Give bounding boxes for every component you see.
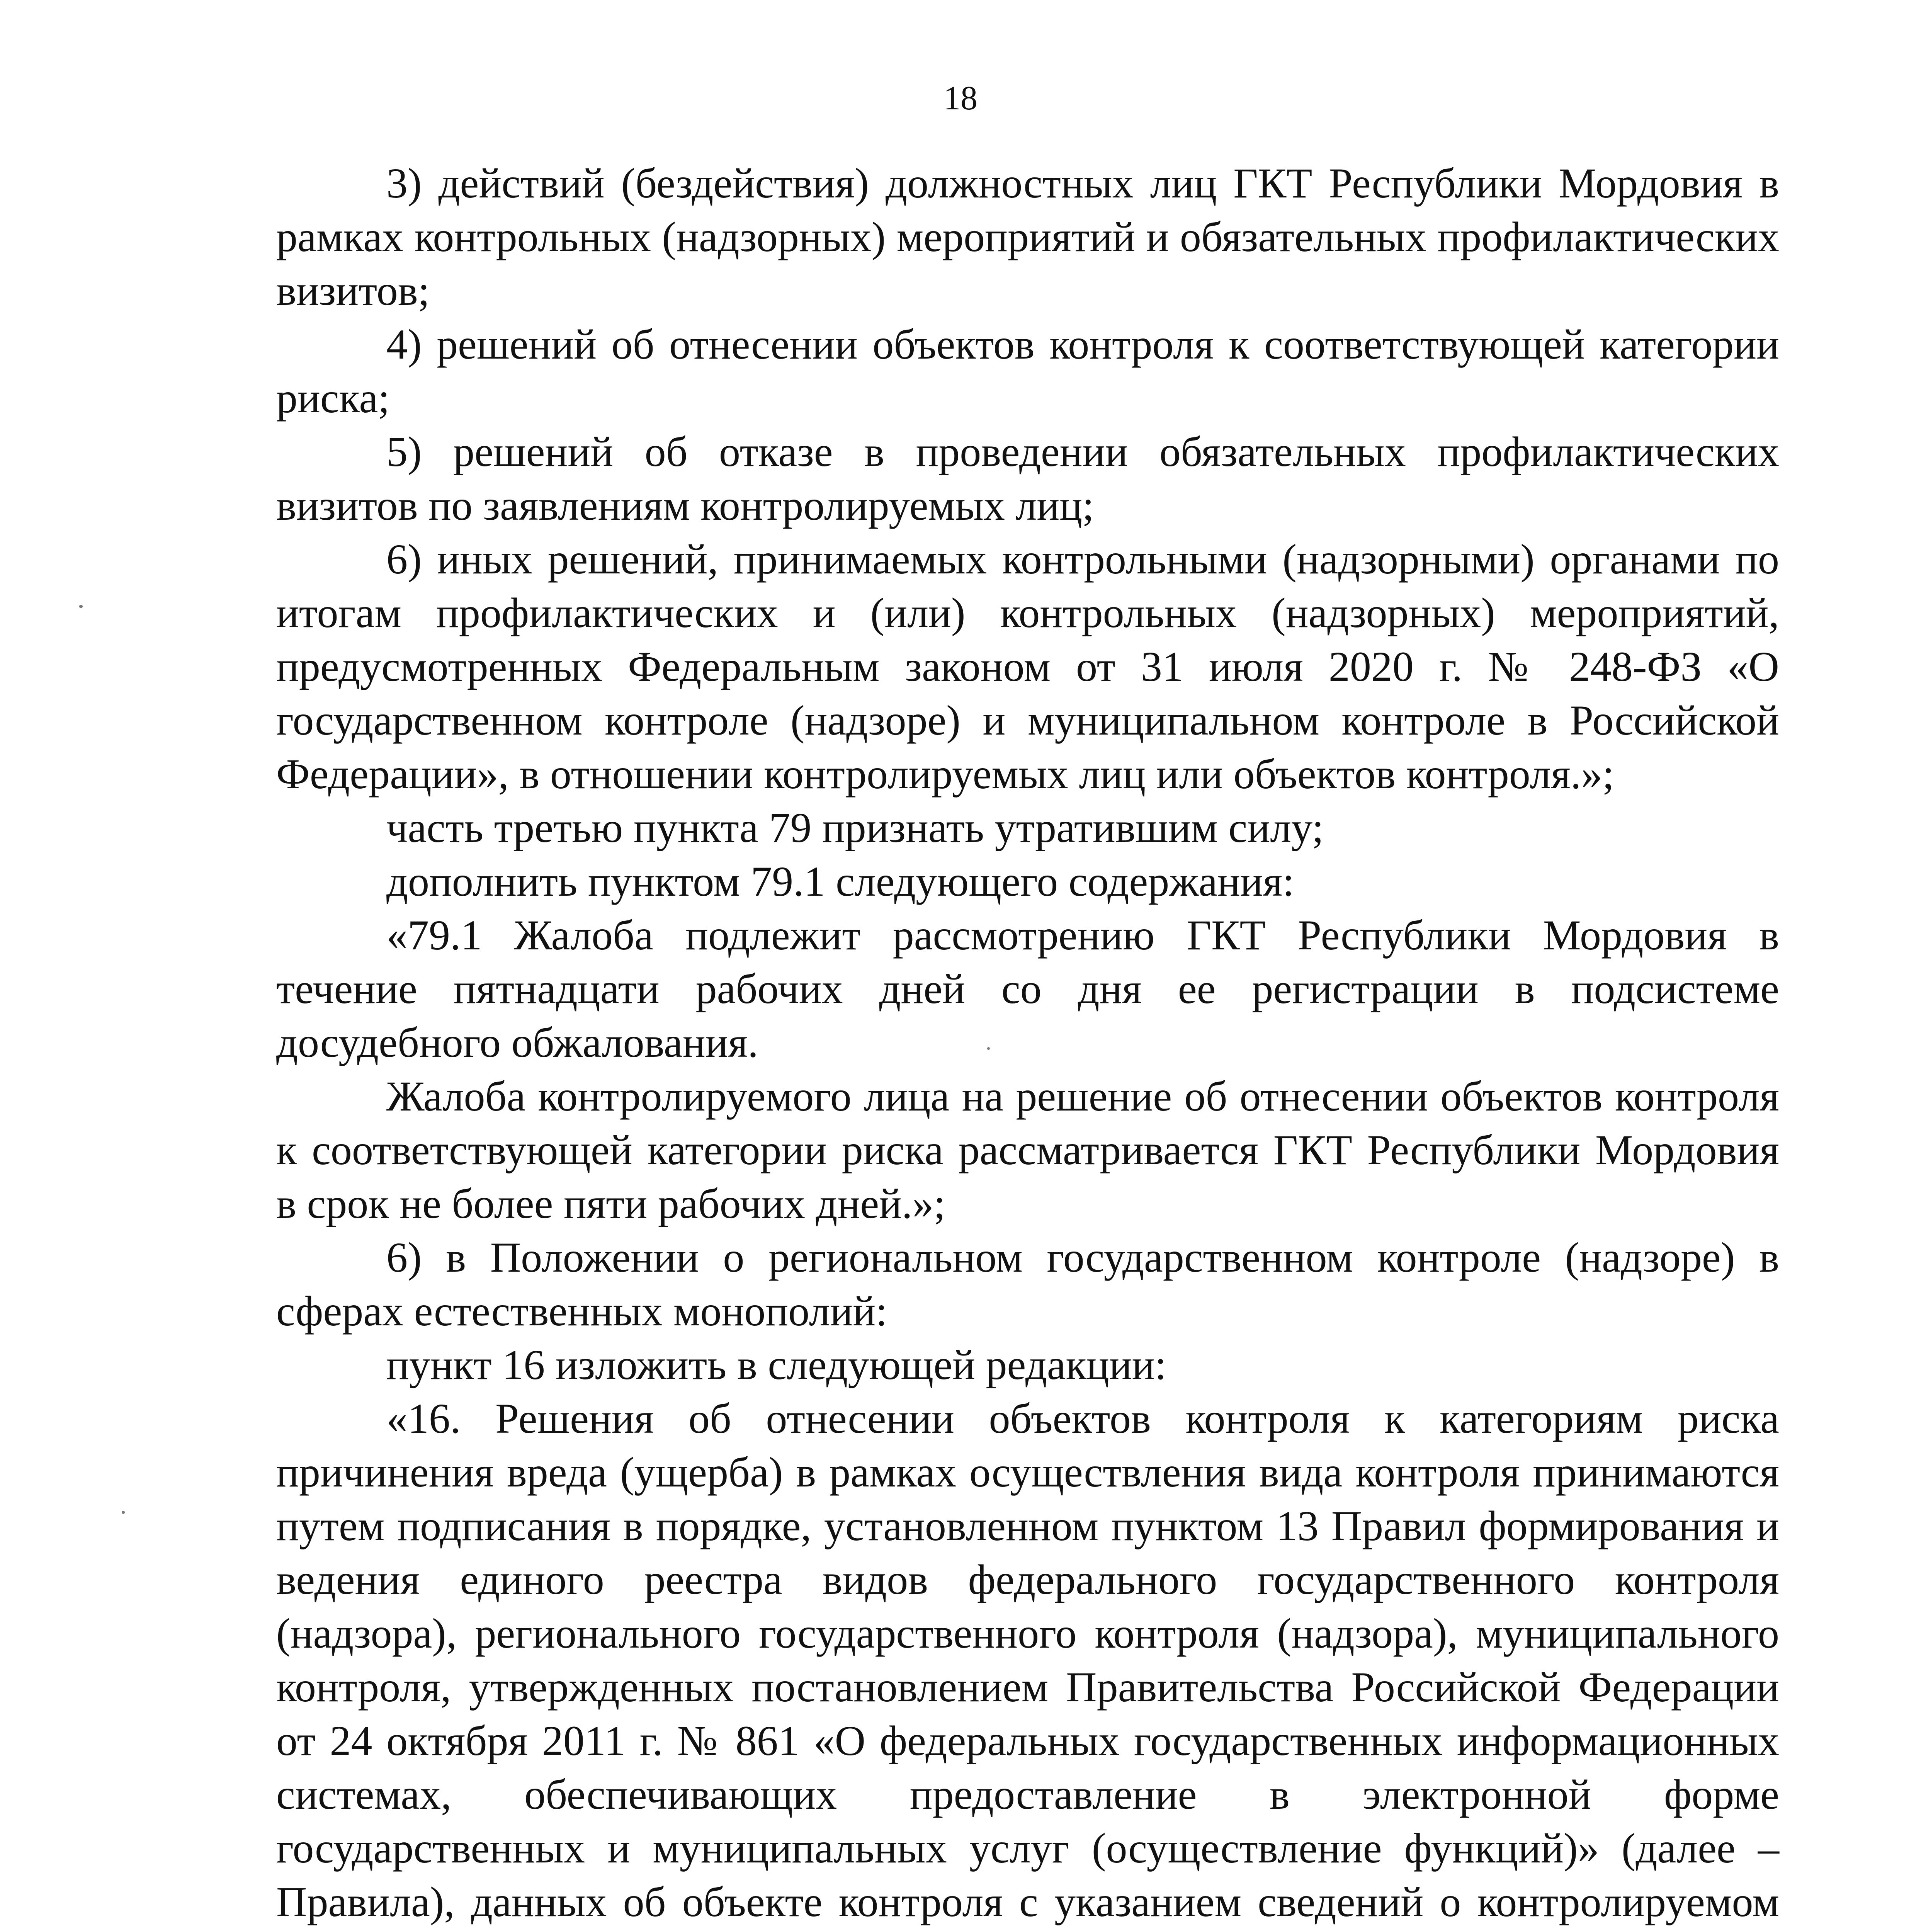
paragraph-item-3: 3) действий (бездействия) должностных лиц ГКТ Республики Мордовия в рамках контрольных (надзорных) мероприятий и обязательных профилактических визитов;	[276, 160, 1779, 314]
paragraph-item-16-text: «16. Решения об отнесении объектов контроля к категориям риска причинения вреда (ущерба) в рамках осуществления вида контроля принимаются путем подписания в порядке, установленном пунктом 13 Правил формирования и ведения единого реестра видов федерального государственного контроля (надзора), регионального государственного контроля (надзора), муниципального контроля, утвержденных постановлением Правительства Российской Федерации от 24 октября 2011 г. № 861 «О федеральных государственных информационных системах, обеспечивающих предоставление в электронной форме государственных и муниципальных услуг (осуществление функций)» (далее – Правила), данных об объекте контроля с указанием сведений о контролируемом	[276, 1395, 1779, 1925]
paragraph-79-1-text: «79.1 Жалоба подлежит рассмотрению ГКТ Республики Мордовия в течение пятнадцати рабочих дней со дня ее регистрации в подсистеме досудебного обжалования.	[276, 912, 1779, 1066]
paragraph-item-4: 4) решений об отнесении объектов контроля к соответствующей категории риска;	[276, 321, 1779, 422]
paragraph-part-three-79: часть третью пункта 79 признать утратившим силу;	[386, 804, 1324, 851]
paragraph-item-16-intro: пункт 16 изложить в следующей редакции:	[386, 1341, 1167, 1388]
paragraph-add-79-1: дополнить пунктом 79.1 следующего содержания:	[386, 858, 1294, 905]
scan-speck	[79, 605, 83, 608]
scan-speck	[122, 1511, 125, 1514]
document-body	[276, 156, 1779, 1932]
page-number: 18	[944, 80, 978, 117]
scan-speck	[987, 1047, 990, 1050]
paragraph-item-5: 5) решений об отказе в проведении обязательных профилактических визитов по заявлениям контролируемых лиц;	[276, 428, 1779, 529]
paragraph-item-6: 6) иных решений, принимаемых контрольными (надзорными) органами по итогам профилактических и (или) контрольных (надзорных) мероприятий, предусмотренных Федеральным законом от 31 июля 2020 г. № 248-ФЗ «О государственном контроле (надзоре) и муниципальном контроле в Российской Федерации», в отношении контролируемых лиц или объектов контроля.»;	[276, 536, 1779, 798]
paragraph-section-6: 6) в Положении о региональном государственном контроле (надзоре) в сферах естественных монополий:	[276, 1234, 1779, 1335]
paragraph-complaint-term: Жалоба контролируемого лица на решение об отнесении объектов контроля к соответствующей категории риска рассматривается ГКТ Республики Мордовия в срок не более пяти рабочих дней.»;	[276, 1073, 1779, 1227]
